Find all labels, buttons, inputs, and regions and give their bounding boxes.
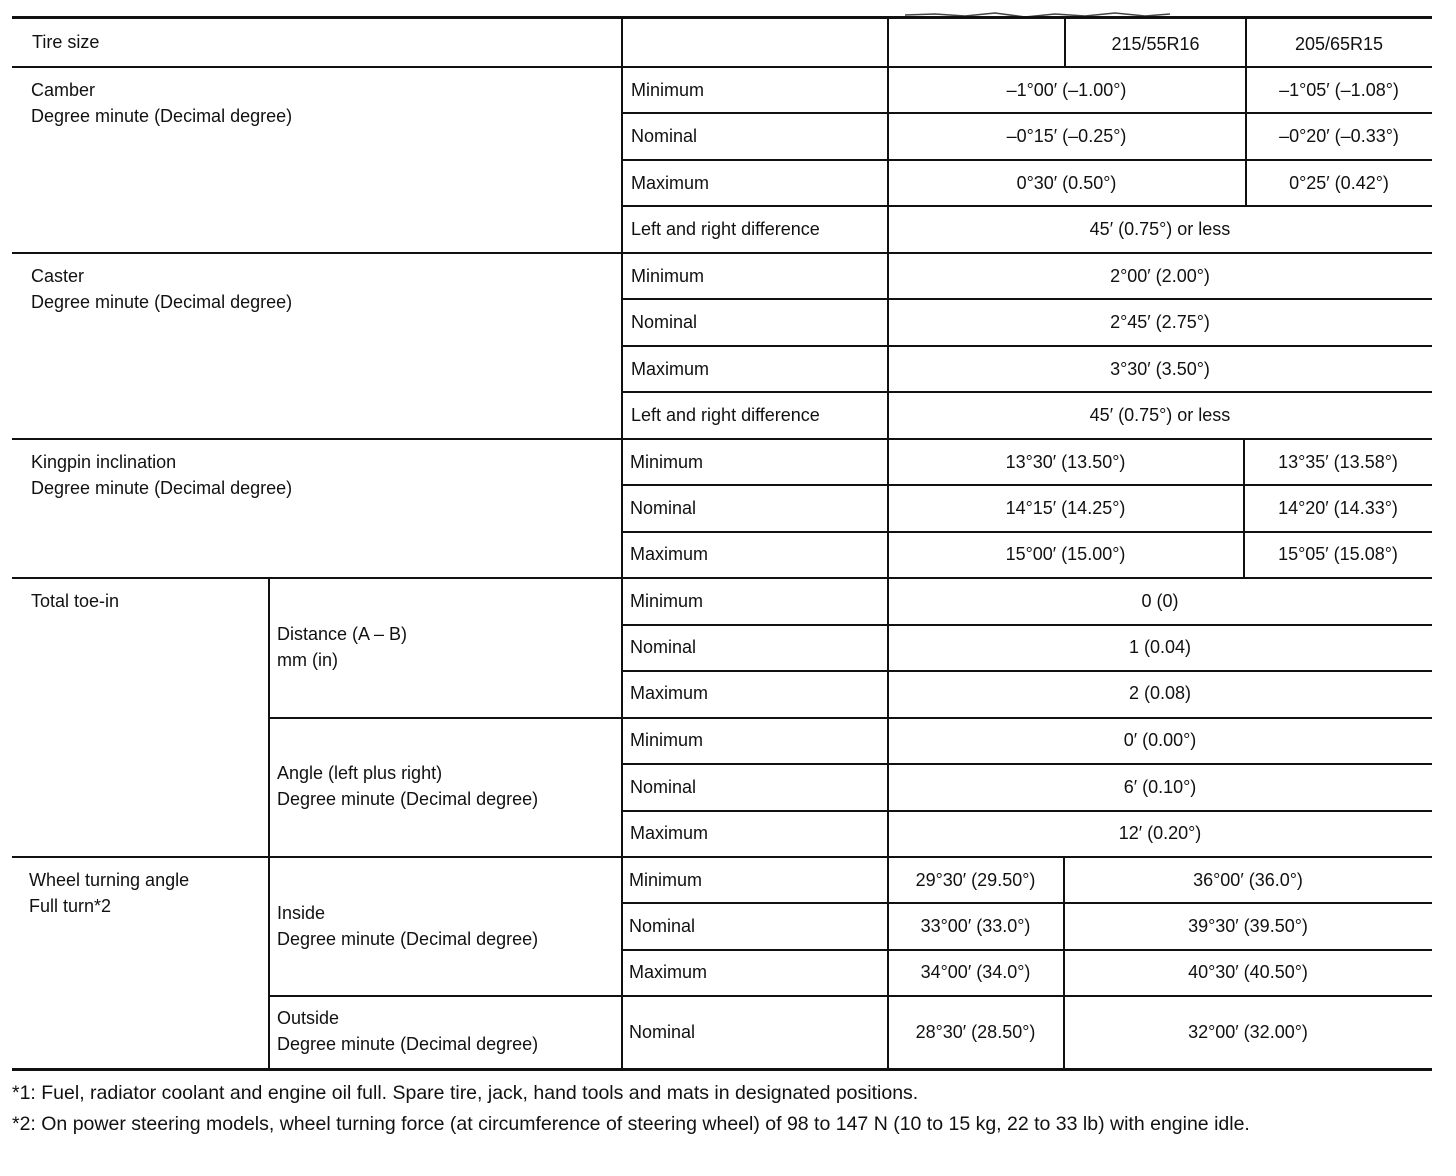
toe-angle-nom: 6′ (0.10°) <box>1123 777 1197 797</box>
rule <box>622 624 1432 626</box>
inside-nom-a: 33°00′ (33.0°) <box>920 916 1031 936</box>
rule <box>622 949 1432 951</box>
camber-unit: Degree minute (Decimal degree) <box>31 106 293 126</box>
row-label: Minimum <box>630 452 704 472</box>
kingpin-max-215: 15°00′ (15.00°) <box>1005 544 1126 564</box>
tire-size-label: Tire size <box>32 32 100 52</box>
footnote-2: *2: On power steering models, wheel turning force (at circumference of steering wheel) of 98 to 147 N (10 to 15 kg, 22 to 33 lb) with engine idle. <box>12 1113 1250 1135</box>
table-bottom-rule <box>12 1068 1432 1071</box>
toe-angle-label: Angle (left plus right) <box>277 763 443 783</box>
tire-size-205: 205/65R15 <box>1294 34 1384 54</box>
rule <box>622 391 1432 393</box>
kingpin-min-205: 13°35′ (13.58°) <box>1278 452 1398 472</box>
row-label: Nominal <box>631 126 698 146</box>
caster-max: 3°30′ (3.50°) <box>1110 359 1210 379</box>
camber-nom-205: –0°20′ (–0.33°) <box>1279 126 1399 146</box>
rule <box>622 902 1432 904</box>
inside-label: Inside <box>277 903 326 923</box>
toe-distance-unit: mm (in) <box>277 650 338 670</box>
camber-min-215: –1°00′ (–1.00°) <box>1006 80 1127 100</box>
kingpin-nom-215: 14°15′ (14.25°) <box>1005 498 1126 518</box>
row-label: Nominal <box>630 777 697 797</box>
row-label: Minimum <box>630 730 704 750</box>
kingpin-unit: Degree minute (Decimal degree) <box>31 478 293 498</box>
camber-lr-diff: 45′ (0.75°) or less <box>1089 219 1231 239</box>
row-label: Minimum <box>630 591 704 611</box>
inside-min-b: 36°00′ (36.0°) <box>1193 870 1303 890</box>
rule <box>622 345 1432 347</box>
row-label: Nominal <box>629 916 696 936</box>
inside-unit: Degree minute (Decimal degree) <box>277 929 539 949</box>
rule <box>622 810 1432 812</box>
caster-nom: 2°45′ (2.75°) <box>1110 312 1210 332</box>
toe-angle-max: 12′ (0.20°) <box>1118 823 1202 843</box>
row-label: Minimum <box>631 80 705 100</box>
toe-label: Total toe-in <box>31 591 120 611</box>
rule-caster-bottom <box>12 438 1432 440</box>
row-label: Nominal <box>630 637 697 657</box>
rule <box>622 298 1432 300</box>
kingpin-label: Kingpin inclination <box>31 452 177 472</box>
rule <box>622 205 1432 207</box>
outside-nom-a: 28°30′ (28.50°) <box>915 1022 1036 1042</box>
rule-inside-bottom <box>268 995 1432 997</box>
camber-max-205: 0°25′ (0.42°) <box>1289 173 1389 193</box>
outside-nom-b: 32°00′ (32.00°) <box>1188 1022 1308 1042</box>
caster-unit: Degree minute (Decimal degree) <box>31 292 293 312</box>
toe-angle-min: 0′ (0.00°) <box>1123 730 1197 750</box>
tire-size-215: 215/55R16 <box>1111 34 1200 54</box>
row-label: Nominal <box>631 312 698 332</box>
kingpin-max-205: 15°05′ (15.08°) <box>1278 544 1398 564</box>
toe-angle-unit: Degree minute (Decimal degree) <box>277 789 539 809</box>
row-label: Nominal <box>629 1022 696 1042</box>
rule <box>622 484 1432 486</box>
row-label: Maximum <box>631 173 710 193</box>
caster-min: 2°00′ (2.00°) <box>1110 266 1210 286</box>
toe-distance-label: Distance (A – B) <box>277 624 408 644</box>
rule-kingpin-bottom <box>12 577 1432 579</box>
kingpin-min-215: 13°30′ (13.50°) <box>1005 452 1126 472</box>
caster-lr-diff: 45′ (0.75°) or less <box>1089 405 1231 425</box>
row-label: Nominal <box>630 498 697 518</box>
rule <box>622 531 1432 533</box>
col-rule-subgroup <box>268 578 270 1069</box>
kingpin-nom-205: 14°20′ (14.33°) <box>1278 498 1398 518</box>
toe-dist-min: 0 (0) <box>1141 591 1179 611</box>
rule <box>622 670 1432 672</box>
turning-label: Wheel turning angle <box>29 870 190 890</box>
inside-min-a: 29°30′ (29.50°) <box>915 870 1036 890</box>
rule-camber-bottom <box>12 252 1432 254</box>
row-label: Maximum <box>630 683 709 703</box>
rule <box>622 763 1432 765</box>
rule-distance-bottom <box>268 717 1432 719</box>
caster-label: Caster <box>31 266 85 286</box>
outside-unit: Degree minute (Decimal degree) <box>277 1034 539 1054</box>
camber-label: Camber <box>31 80 96 100</box>
row-label: Left and right difference <box>631 219 820 239</box>
turning-note: Full turn*2 <box>29 896 112 916</box>
inside-nom-b: 39°30′ (39.50°) <box>1188 916 1308 936</box>
camber-min-205: –1°05′ (–1.08°) <box>1279 80 1399 100</box>
row-label: Maximum <box>631 359 710 379</box>
camber-max-215: 0°30′ (0.50°) <box>1016 173 1117 193</box>
footnote-1: *1: Fuel, radiator coolant and engine oil full. Spare tire, jack, hand tools and mats in designated positions. <box>12 1082 919 1104</box>
row-label: Maximum <box>629 962 708 982</box>
row-label: Maximum <box>630 544 709 564</box>
row-label: Minimum <box>631 266 705 286</box>
camber-nom-215: –0°15′ (–0.25°) <box>1006 126 1127 146</box>
table-top-rule <box>12 16 1432 19</box>
col-rule-label <box>621 17 623 1069</box>
rule-header-bottom <box>12 66 1432 68</box>
rule <box>622 112 1432 114</box>
row-label: Minimum <box>629 870 703 890</box>
inside-max-b: 40°30′ (40.50°) <box>1188 962 1308 982</box>
toe-dist-nom: 1 (0.04) <box>1128 637 1192 657</box>
row-label: Left and right difference <box>631 405 820 425</box>
inside-max-a: 34°00′ (34.0°) <box>920 962 1031 982</box>
rule-toe-bottom <box>12 856 1432 858</box>
toe-dist-max: 2 (0.08) <box>1128 683 1192 703</box>
row-label: Maximum <box>630 823 709 843</box>
outside-label: Outside <box>277 1008 340 1028</box>
rule <box>622 159 1432 161</box>
